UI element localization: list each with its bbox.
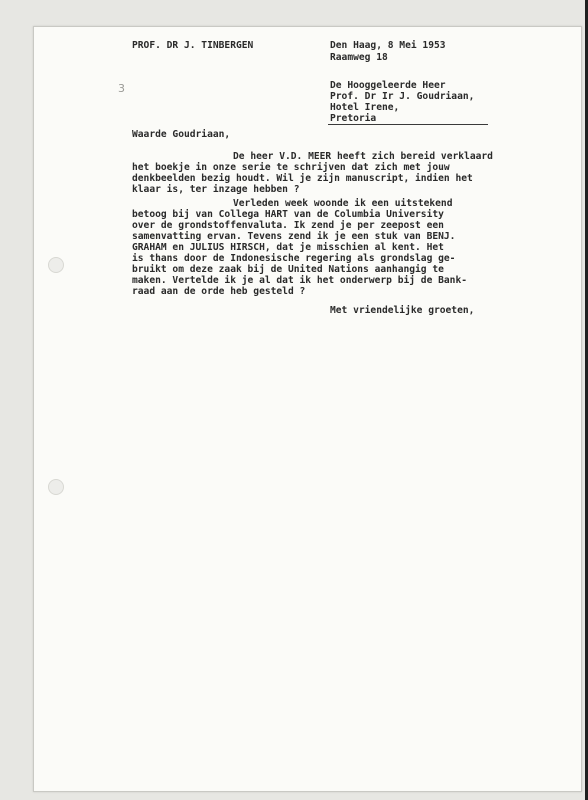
- paragraph-1-line-3: denkbeelden bezig houdt. Wil je zijn manuscript, indien het: [132, 173, 473, 184]
- recipient-line-3: Hotel Irene,: [330, 102, 400, 113]
- sender-street: Raamweg 18: [330, 52, 388, 63]
- recipient-line-2: Prof. Dr Ir J. Goudriaan,: [330, 91, 475, 102]
- punch-hole-top: [48, 257, 64, 273]
- paragraph-1-line-1: De heer V.D. MEER heeft zich bereid verklaard: [233, 151, 493, 162]
- paragraph-2-line-9: raad aan de orde heb gesteld ?: [132, 286, 306, 297]
- recipient-line-1: De Hooggeleerde Heer: [330, 80, 446, 91]
- paragraph-2-line-3: over de grondstoffenvaluta. Ik zend je per zeepost een: [132, 220, 444, 231]
- paragraph-2-line-5: GRAHAM en JULIUS HIRSCH, dat je misschien al kent. Het: [132, 242, 444, 253]
- paragraph-2-line-4: samenvatting ervan. Tevens zend ik je een stuk van BENJ.: [132, 231, 456, 242]
- punch-hole-bottom: [48, 479, 64, 495]
- paragraph-2-line-8: maken. Vertelde ik je al dat ik het onderwerp bij de Bank-: [132, 275, 468, 286]
- paragraph-2-line-7: bruikt om deze zaak bij de United Nations aanhangig te: [132, 264, 444, 275]
- address-underline: [328, 124, 488, 125]
- sender-name: PROF. DR J. TINBERGEN: [132, 40, 254, 51]
- letter-page: [33, 26, 582, 792]
- paragraph-2-line-2: betoog bij van Collega HART van de Columbia University: [132, 209, 444, 220]
- place-date: Den Haag, 8 Mei 1953: [330, 40, 446, 51]
- paragraph-2-line-1: Verleden week woonde ik een uitstekend: [233, 198, 453, 209]
- pencil-page-number: 3: [118, 82, 125, 95]
- paragraph-2-line-6: is thans door de Indonesische regering als grondslag ge-: [132, 253, 456, 264]
- salutation: Waarde Goudriaan,: [132, 129, 231, 140]
- recipient-line-4: Pretoria: [330, 113, 377, 124]
- closing: Met vriendelijke groeten,: [330, 305, 475, 316]
- paragraph-1-line-4: klaar is, ter inzage hebben ?: [132, 184, 300, 195]
- paragraph-1-line-2: het boekje in onze serie te schrijven dat zich met jouw: [132, 162, 450, 173]
